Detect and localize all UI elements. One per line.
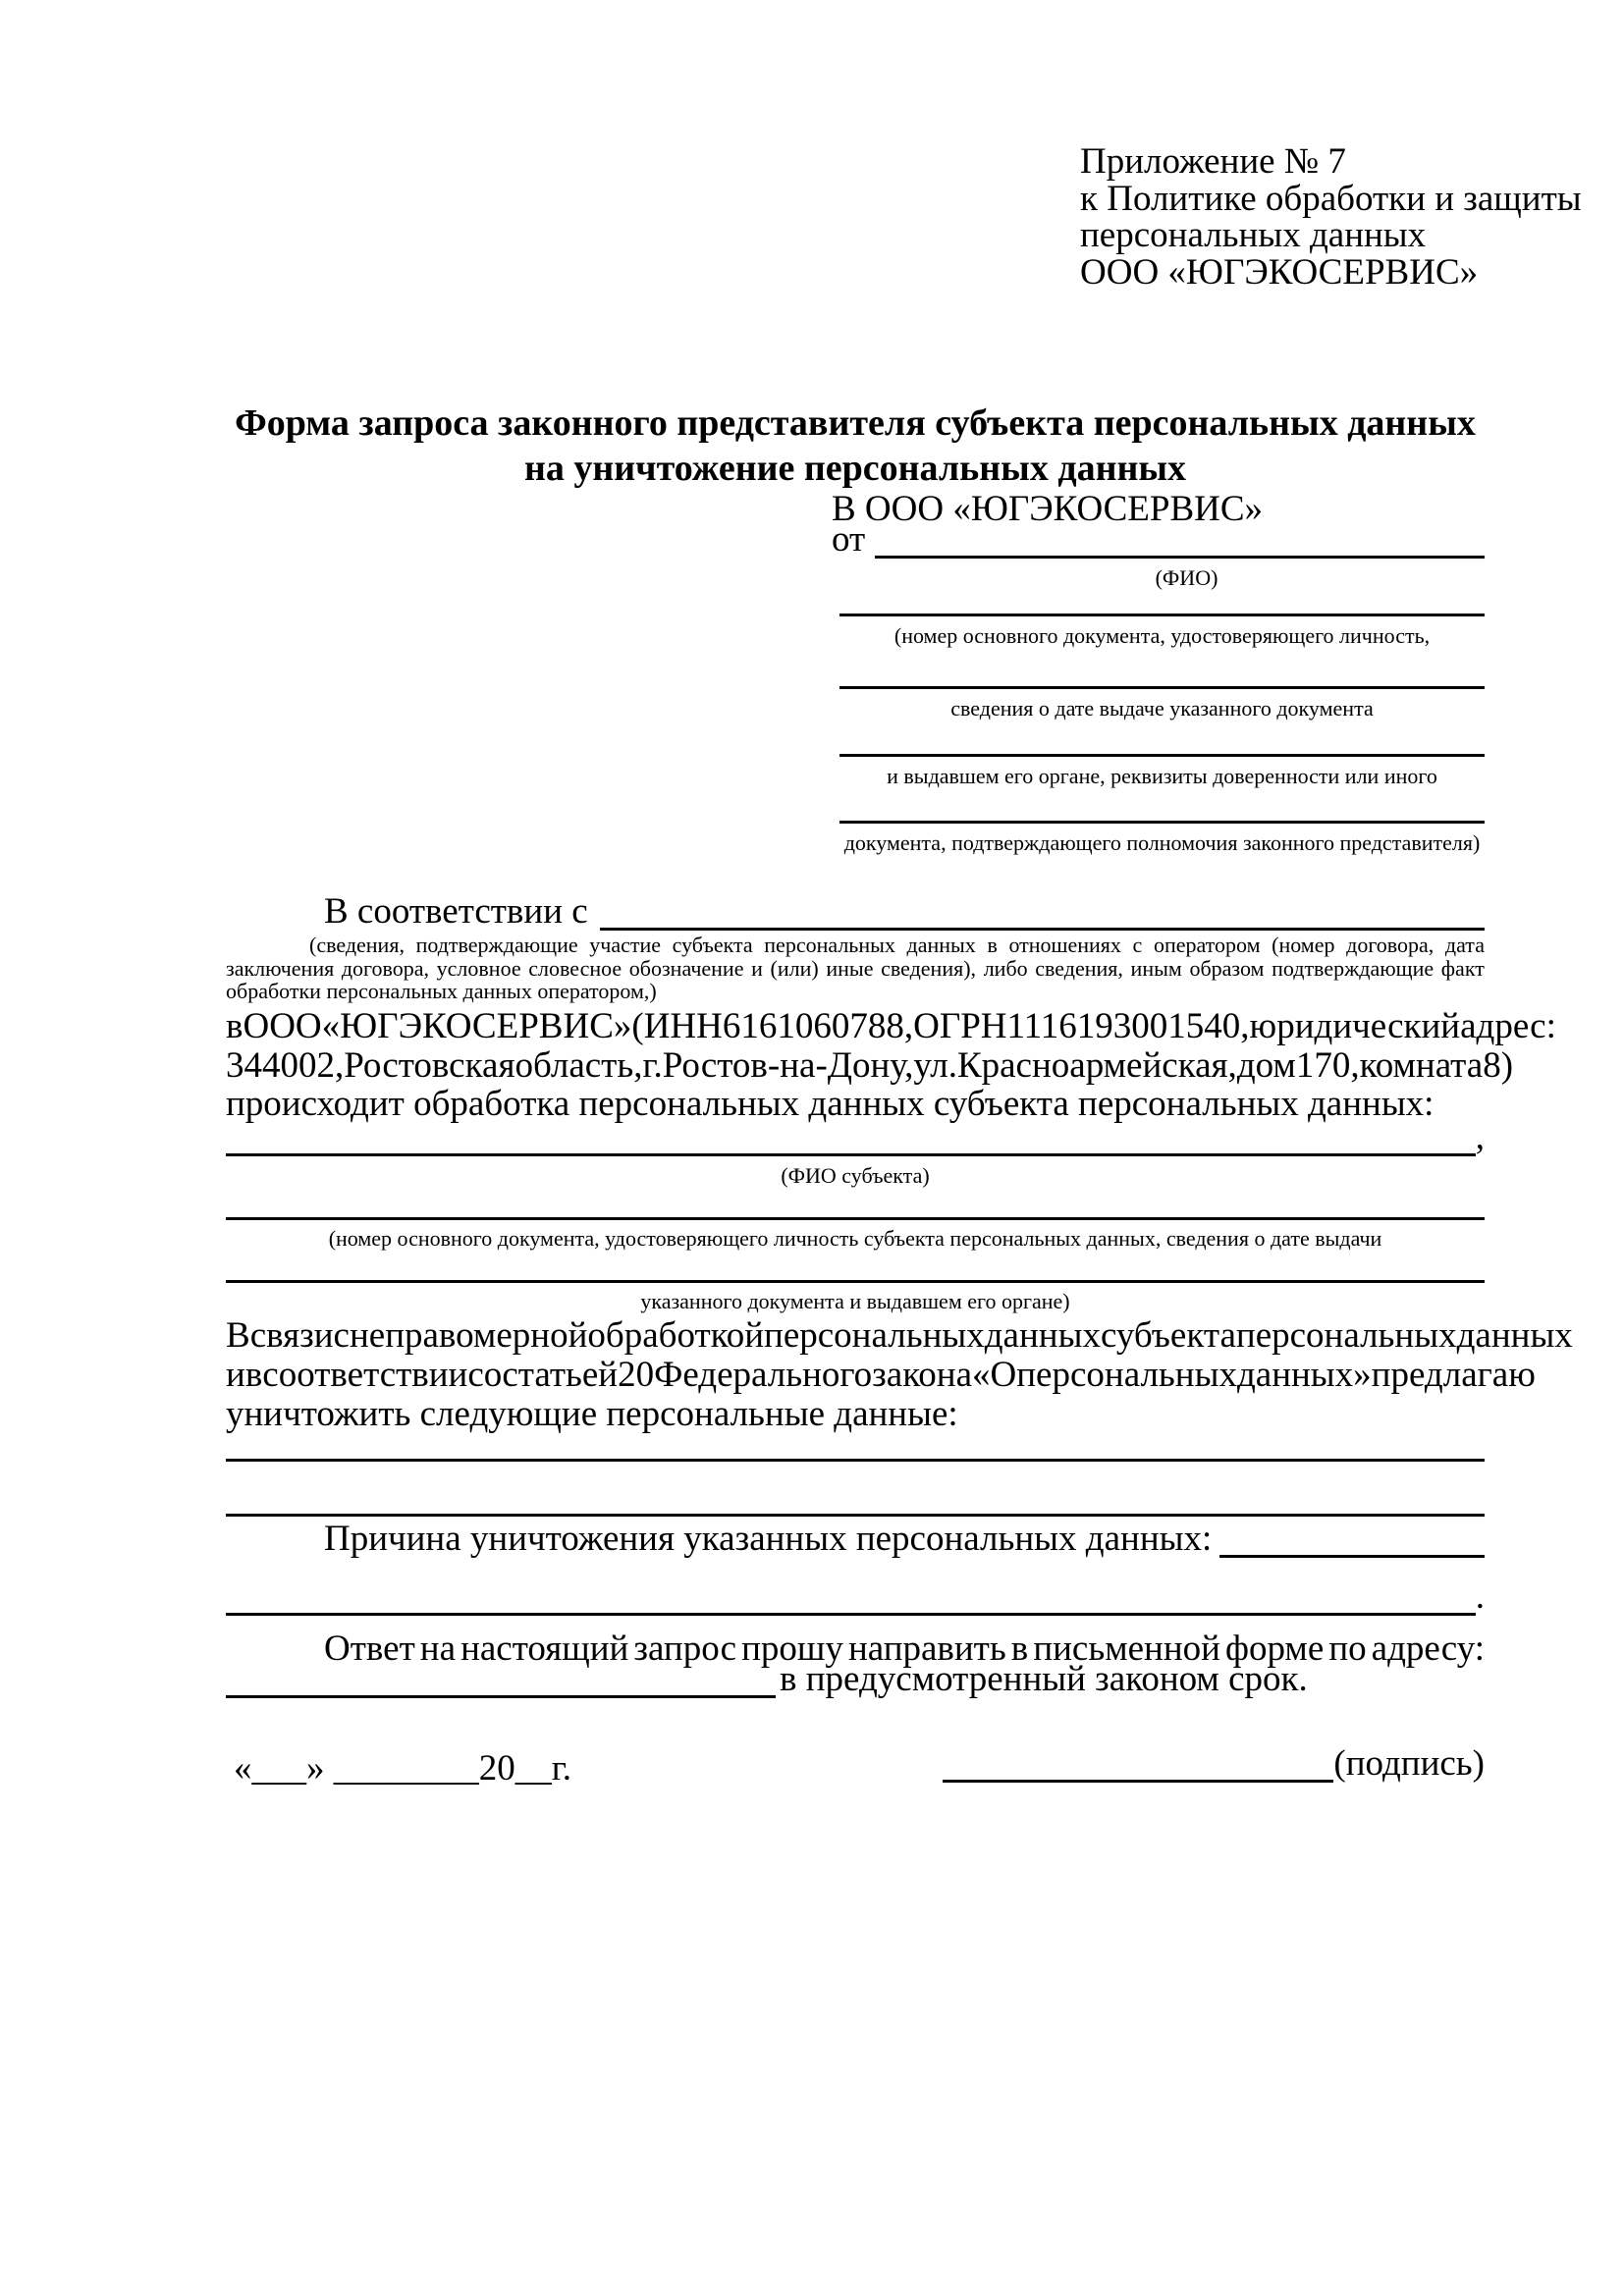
blank-line xyxy=(839,686,1485,689)
reason-row xyxy=(226,1518,1485,1559)
from-blank-line xyxy=(875,526,1485,559)
header-note-line: Приложение № 7 xyxy=(1080,141,1346,182)
header-note-line: к Политике обработки и защиты xyxy=(1080,178,1582,219)
blank-group-4 xyxy=(839,821,1485,855)
operator-line: в ООО «ЮГЭКОСЕРВИС» (ИНН 6161060788, ОГРН 1116193001540, юридический адрес: xyxy=(226,1006,1556,1046)
signature-row xyxy=(943,1742,1485,1784)
subject-doc-group-2 xyxy=(226,1280,1485,1313)
accordance-blank-line xyxy=(600,898,1485,931)
operator-line: происходит обработка персональных данных субъекта персональных данных: xyxy=(226,1084,1435,1124)
from-row xyxy=(832,518,1485,560)
date-blank: «___» ________20__г. xyxy=(234,1748,572,1789)
blank-caption: документа, подтверждающего полномочия законного представителя) xyxy=(843,830,1481,855)
header-note xyxy=(1080,143,1582,291)
response-tail: в предусмотренный законом срок. xyxy=(780,1658,1308,1699)
blank-line xyxy=(226,1280,1485,1283)
signature-blank-line xyxy=(943,1750,1333,1783)
blank-line xyxy=(839,614,1485,616)
accordance-note-line: (сведения, подтверждающие участие субъекта персональных данных в отношениях с оператором (номер договора, дата xyxy=(309,933,1485,957)
blank-line xyxy=(839,754,1485,757)
header-note-line: персональных данных xyxy=(1080,215,1427,255)
address-blank-line xyxy=(226,1666,776,1698)
accordance-note-line: заключения договора, условное словесное обозначение и (или) иные сведения), либо сведения, иным образом подтверждающие факт xyxy=(226,955,1485,981)
subject-fio-row xyxy=(226,1116,1485,1157)
request-line: уничтожить следующие персональные данные: xyxy=(226,1394,958,1434)
reason-label: Причина уничтожения указанных персональных данных: xyxy=(324,1518,1213,1559)
data-blank-line-2 xyxy=(226,1514,1485,1517)
reason-continuation-row xyxy=(226,1575,1485,1617)
operator-paragraph xyxy=(226,1006,1556,1124)
blank-group-3 xyxy=(839,754,1485,788)
response-address-row xyxy=(226,1658,1485,1699)
blank-caption: (номер основного документа, удостоверяющего личность субъекта персональных данных, сведения о дате выдачи xyxy=(328,1226,1382,1251)
blank-caption: указанного документа и выдавшем его органе) xyxy=(640,1289,1070,1313)
subject-fio-caption: (ФИО субъекта) xyxy=(781,1163,930,1188)
operator-line: 344002, Ростовская область, г. Ростов-на-Дону, ул. Красноармейская, дом 170, комната 8) xyxy=(226,1044,1514,1086)
accordance-lead: В соответствии с xyxy=(324,890,588,932)
request-line: и в соответствии со статьей 20 Федерального закона «О персональных данных» предлагаю xyxy=(226,1355,1536,1395)
comma: , xyxy=(1475,1116,1485,1157)
blank-caption: сведения о дате выдаче указанного документа xyxy=(950,696,1374,721)
blank-caption: и выдавшем его органе, реквизиты доверенности или иного xyxy=(887,764,1437,788)
blank-line xyxy=(226,1217,1485,1220)
accordance-row xyxy=(226,890,1485,932)
period: . xyxy=(1475,1575,1485,1617)
document-title xyxy=(226,400,1485,491)
signature-caption: (подпись) xyxy=(1333,1742,1485,1784)
blank-line xyxy=(839,821,1485,824)
header-note-line: ООО «ЮГЭКОСЕРВИС» xyxy=(1080,251,1479,293)
blank-group-2 xyxy=(839,686,1485,721)
from-label: от xyxy=(832,518,866,560)
blank-group-1 xyxy=(839,614,1485,648)
reason-blank-line xyxy=(1219,1525,1485,1558)
blank-caption: (номер основного документа, удостоверяющего личность, xyxy=(893,623,1431,648)
accordance-note-line: обработки персональных данных оператором,) xyxy=(226,979,657,1003)
addressee-organization: В ООО «ЮГЭКОСЕРВИС» xyxy=(832,489,1264,529)
fio-caption: (ФИО) xyxy=(1155,565,1218,590)
reason-blank-line-2 xyxy=(226,1583,1476,1616)
accordance-note xyxy=(226,934,1485,1003)
subject-doc-group-1 xyxy=(226,1217,1485,1251)
request-line: В связи с неправомерной обработкой персональных данных субъекта персональных данных xyxy=(226,1315,1573,1356)
data-blank-line-1 xyxy=(226,1459,1485,1462)
document-title-line2: на уничтожение персональных данных xyxy=(523,448,1187,489)
document-title-line1: Форма запроса законного представителя субъекта персональных данных xyxy=(235,402,1476,444)
subject-fio-blank-line xyxy=(226,1124,1476,1156)
request-paragraph xyxy=(226,1315,1573,1434)
response-line: Ответ на настоящий запрос прошу направить в письменной форме по адресу: xyxy=(324,1629,1485,1669)
